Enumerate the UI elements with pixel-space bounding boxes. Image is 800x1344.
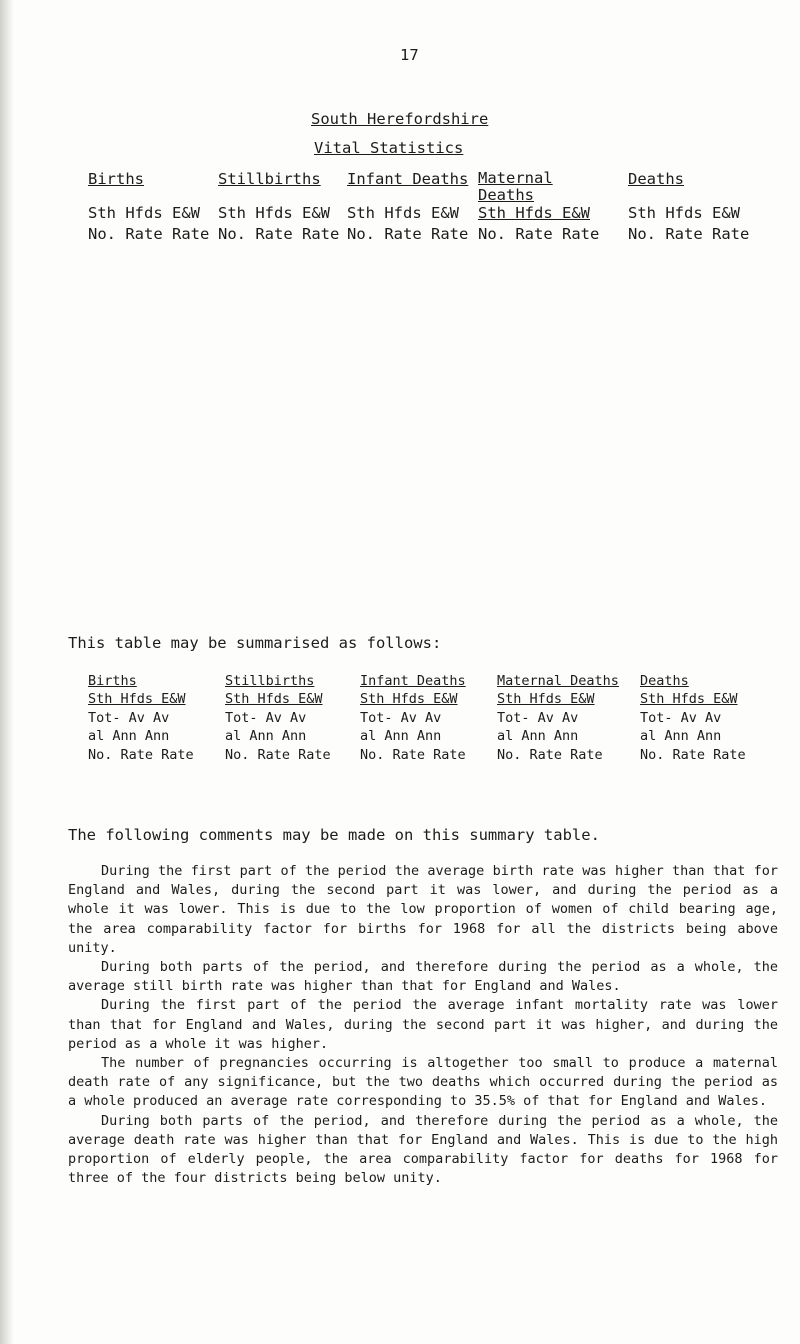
summary-subheader-cell: Sth Hfds E&W (225, 691, 323, 707)
summary-group-infant-deaths: Infant Deaths (360, 673, 466, 689)
subheader-maternal-2: No. Rate Rate (478, 225, 600, 243)
group-header-infant-deaths: Infant Deaths (347, 170, 469, 188)
summary-group-births: Births (88, 673, 137, 689)
comment-paragraph: During both parts of the period, and therefore during the period as a whole, the average still birth rate was higher than that for England and Wales. (68, 959, 778, 995)
summary-subheader-cell: al Ann Ann (225, 728, 307, 744)
summary-subheader-cell: No. Rate Rate (88, 746, 194, 763)
summary-group-stillbirths: Stillbirths (225, 673, 315, 689)
summary-subheader-cell: Tot- Av Av (88, 709, 170, 726)
summary-subheader-cell: Tot- Av Av (497, 709, 579, 726)
comments-intro: The following comments may be made on this summary table. (68, 826, 600, 844)
summary-subheader-cell: al Ann Ann (640, 728, 722, 744)
summary-subheader-cell: al Ann Ann (88, 728, 170, 744)
subheader-deaths-2: No. Rate Rate (628, 225, 750, 243)
comment-paragraph: During the first part of the period the average birth rate was higher than that for England and Wales, during the second part it was lower, and during the period as a whole it was lower. This is due to the low proportion of women of child bearing age, the area comparability factor for births for 1968 for all the districts being above unity. (68, 863, 778, 956)
group-header-deaths: Deaths (628, 170, 684, 188)
comments-body (68, 862, 778, 1188)
summary-subheader-cell: Tot- Av Av (360, 709, 442, 726)
subheader-births-1: Sth Hfds E&W (88, 204, 200, 222)
group-header-births: Births (88, 170, 144, 188)
comment-paragraph: The number of pregnancies occurring is altogether too small to produce a maternal death rate of any significance, but the two deaths which occurred during the period as a whole produced an average rate corresponding to 35.5% of that for England and Wales. (68, 1055, 778, 1110)
summary-subheader-cell: al Ann Ann (360, 728, 442, 744)
subheader-stillbirths-2: No. Rate Rate (218, 225, 340, 243)
subheader-stillbirths-1: Sth Hfds E&W (218, 204, 330, 222)
summary-group-deaths: Deaths (640, 673, 689, 689)
comment-paragraph: During the first part of the period the average infant mortality rate was lower than that for England and Wales, during the second part it was higher, and during the period as a whole it was higher. (68, 997, 778, 1052)
summary-subheader-cell: No. Rate Rate (360, 746, 466, 763)
subheader-births-2: No. Rate Rate (88, 225, 210, 243)
subheader-maternal-1: Sth Hfds E&W (478, 204, 590, 222)
summary-group-maternal-deaths: Maternal Deaths (497, 673, 619, 689)
subheader-infant-2: No. Rate Rate (347, 225, 469, 243)
page-title: South Herefordshire (311, 110, 489, 128)
summary-subheader-cell: Sth Hfds E&W (88, 691, 186, 707)
summary-subheader-cell: Tot- Av Av (640, 709, 722, 726)
page-binding-edge (0, 0, 14, 1344)
page-subtitle: Vital Statistics (314, 139, 464, 157)
group-header-stillbirths: Stillbirths (218, 170, 321, 188)
summary-subheader-cell: No. Rate Rate (225, 746, 331, 763)
subheader-infant-1: Sth Hfds E&W (347, 204, 459, 222)
page-number: 17 (400, 46, 419, 64)
subheader-deaths-1: Sth Hfds E&W (628, 204, 740, 222)
summary-subheader-cell: Sth Hfds E&W (497, 691, 595, 707)
summary-subheader-cell: No. Rate Rate (497, 746, 603, 763)
group-header-maternal-deaths: Maternal Deaths (478, 169, 553, 204)
summary-intro: This table may be summarised as follows: (68, 634, 442, 652)
summary-subheader-cell: al Ann Ann (497, 728, 579, 744)
summary-subheader-cell: No. Rate Rate (640, 746, 746, 763)
summary-subheader-cell: Tot- Av Av (225, 709, 307, 726)
summary-subheader-cell: Sth Hfds E&W (640, 691, 738, 707)
comment-paragraph: During both parts of the period, and therefore during the period as a whole, the average death rate was higher than that for England and Wales. This is due to the high proportion of elderly people, the area comparability factor for deaths for 1968 for three of the four districts being below unity. (68, 1112, 778, 1187)
summary-subheader-cell: Sth Hfds E&W (360, 691, 458, 707)
